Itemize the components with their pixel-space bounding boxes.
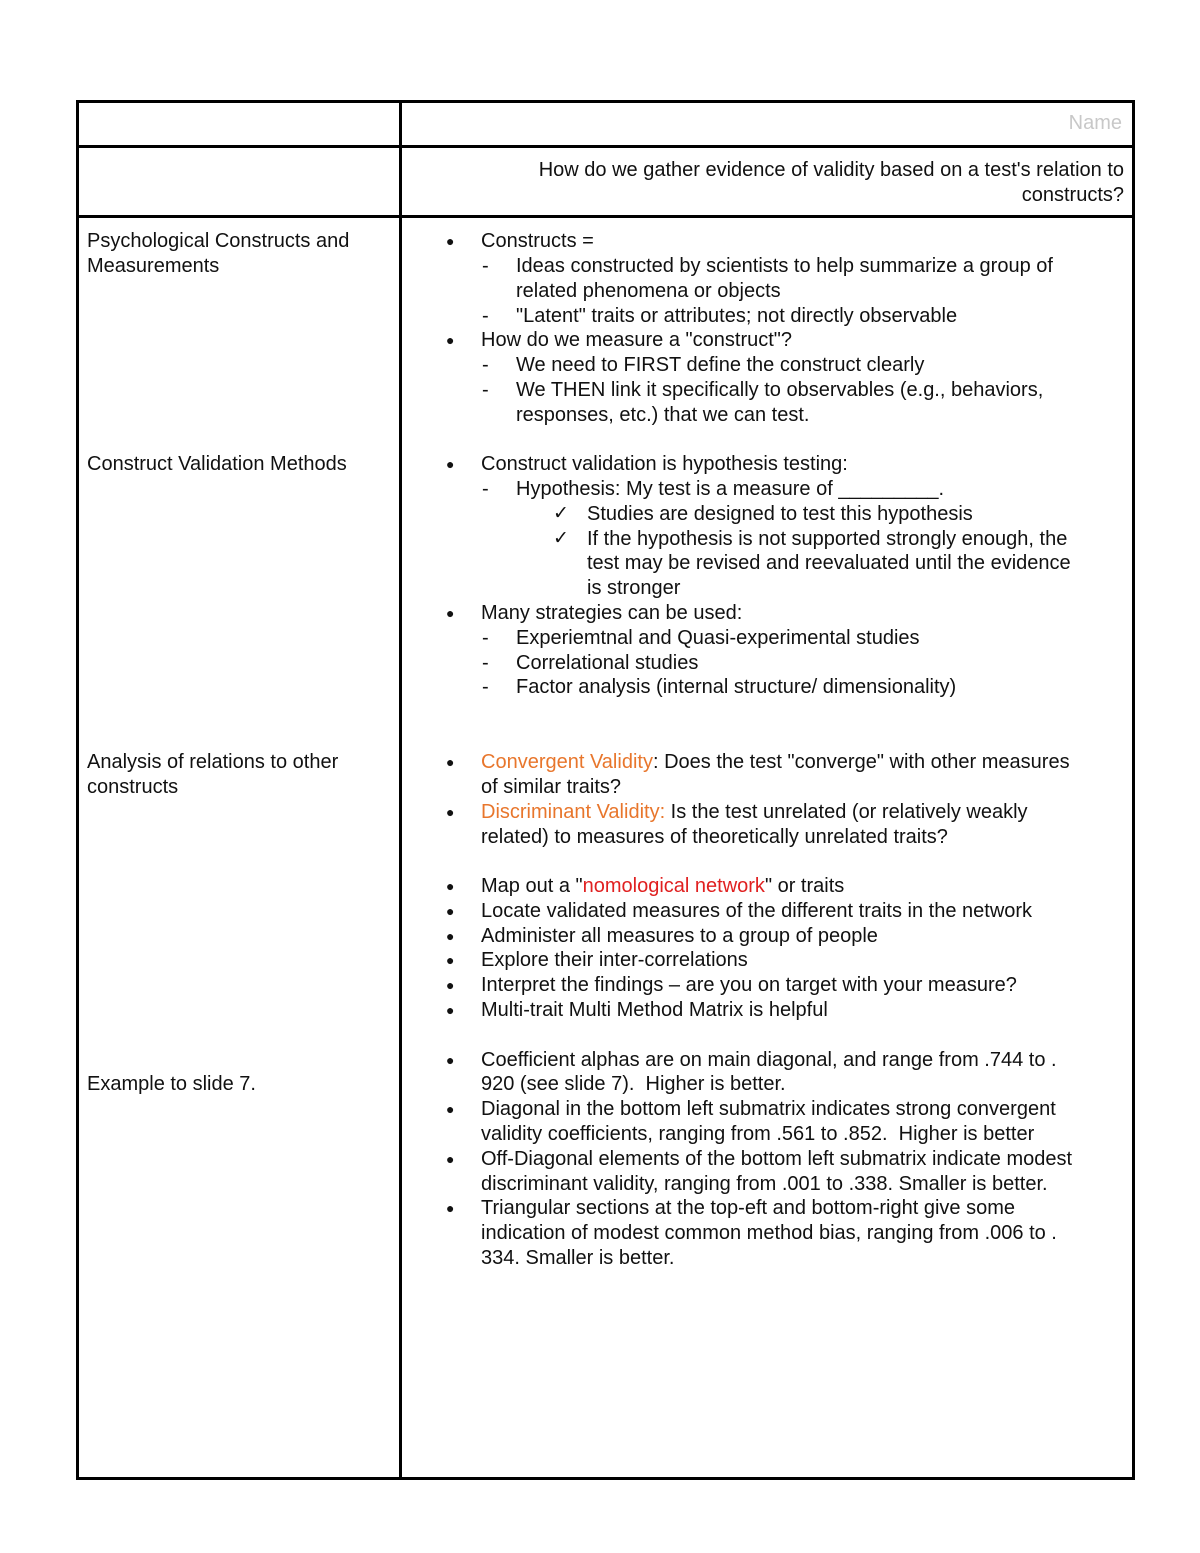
list-item: We need to FIRST define the construct clearly (516, 354, 925, 376)
list-item: Coefficient alphas are on main diagonal, and range from .744 to . (481, 1049, 1057, 1071)
cue-validation-methods: Construct Validation Methods (87, 453, 347, 475)
bullet-icon: ● (446, 977, 455, 993)
bullet-icon: ● (446, 1200, 455, 1216)
bullet-icon: ● (446, 903, 455, 919)
row-divider-1 (76, 145, 1135, 148)
cue-psych-line-2: Measurements (87, 255, 220, 277)
list-item: indication of modest common method bias, ranging from .006 to . (481, 1222, 1057, 1244)
bullet-icon: ● (446, 804, 455, 820)
list-item: Diagonal in the bottom left submatrix indicates strong convergent (481, 1098, 1056, 1120)
list-item: is stronger (587, 577, 681, 599)
checkmark-icon: ✓ (553, 528, 569, 549)
bullet-icon: ● (446, 928, 455, 944)
bullet-icon: ● (446, 332, 455, 348)
list-item: Many strategies can be used: (481, 602, 743, 624)
list-item: Off-Diagonal elements of the bottom left submatrix indicate modest (481, 1148, 1073, 1170)
cue-example-slide: Example to slide 7. (87, 1073, 256, 1095)
list-item: Construct validation is hypothesis testing: (481, 453, 848, 475)
list-item: Experiemtnal and Quasi-experimental studies (516, 627, 920, 649)
dash-icon: - (482, 478, 489, 500)
checkmark-icon: ✓ (553, 503, 569, 524)
list-item: responses, etc.) that we can test. (516, 404, 810, 426)
dash-icon: - (482, 305, 489, 327)
list-item: Multi-trait Multi Method Matrix is helpful (481, 999, 828, 1021)
convergent-validity-term: Convergent Validity (481, 751, 653, 773)
bullet-icon: ● (446, 456, 455, 472)
list-item: related phenomena or objects (516, 280, 781, 302)
bullet-icon: ● (446, 1101, 455, 1117)
list-item: Ideas constructed by scientists to help summarize a group of (516, 255, 1053, 277)
cue-analysis-relations (87, 750, 387, 800)
list-item (481, 800, 1028, 825)
list-item: We THEN link it specifically to observables (e.g., behaviors, (516, 379, 1044, 401)
cue-analysis-line-2: constructs (87, 776, 179, 798)
cue-analysis-line-1: Analysis of relations to other (87, 751, 339, 773)
cue-psych-constructs (87, 229, 387, 279)
dash-icon: - (482, 676, 489, 698)
page-question (470, 158, 1124, 207)
list-item: Locate validated measures of the different traits in the network (481, 900, 1033, 922)
list-item: of similar traits? (481, 776, 622, 798)
list-item: Explore their inter-correlations (481, 949, 748, 971)
bullet-icon: ● (446, 952, 455, 968)
nomological-network-term: nomological network (582, 875, 765, 897)
list-item: Correlational studies (516, 652, 699, 674)
list-item: Constructs = (481, 230, 594, 252)
list-item (481, 750, 1070, 775)
convergent-validity-text: : Does the test "converge" with other measures (652, 751, 1070, 773)
cue-psych-line-1: Psychological Constructs and (87, 230, 350, 252)
list-item: related) to measures of theoretically unrelated traits? (481, 826, 948, 848)
bullet-icon: ● (446, 1151, 455, 1167)
bullet-icon: ● (446, 1002, 455, 1018)
bullet-icon: ● (446, 233, 455, 249)
dash-icon: - (482, 354, 489, 376)
question-line-2: constructs? (1021, 183, 1124, 206)
list-item: How do we measure a "construct"? (481, 329, 793, 351)
dash-icon: - (482, 652, 489, 674)
list-item: Studies are designed to test this hypothesis (587, 503, 973, 525)
name-field[interactable]: Name (1068, 112, 1122, 134)
list-item: Triangular sections at the top-eft and bottom-right give some (481, 1197, 1015, 1219)
question-line-1: How do we gather evidence of validity based on a test's relation to (538, 159, 1124, 181)
column-divider (399, 100, 402, 1480)
row-divider-2 (76, 215, 1135, 218)
bullet-icon: ● (446, 1052, 455, 1068)
list-item: Interpret the findings – are you on target with your measure? (481, 974, 1017, 996)
list-item: If the hypothesis is not supported strongly enough, the (587, 528, 1068, 550)
list-item: Factor analysis (internal structure/ dimensionality) (516, 676, 957, 698)
map-text: Map out a " (481, 875, 583, 897)
list-item: test may be revised and reevaluated until the evidence (587, 552, 1071, 574)
discriminant-validity-term: Discriminant Validity: (481, 801, 666, 823)
map-text-end: " or traits (764, 875, 845, 897)
bullet-icon: ● (446, 605, 455, 621)
list-item: Hypothesis: My test is a measure of _________. (516, 478, 945, 500)
list-item: 920 (see slide 7). Higher is better. (481, 1073, 786, 1095)
list-item: validity coefficients, ranging from .561 to .852. Higher is better (481, 1123, 1035, 1145)
list-item: 334. Smaller is better. (481, 1247, 675, 1269)
list-item (481, 874, 844, 899)
bullet-icon: ● (446, 754, 455, 770)
bullet-icon: ● (446, 878, 455, 894)
list-item: Administer all measures to a group of people (481, 925, 878, 947)
discriminant-validity-text: Is the test unrelated (or relatively weakly (665, 801, 1028, 823)
dash-icon: - (482, 627, 489, 649)
dash-icon: - (482, 255, 489, 277)
list-item: discriminant validity, ranging from .001 to .338. Smaller is better. (481, 1173, 1048, 1195)
dash-icon: - (482, 379, 489, 401)
list-item: "Latent" traits or attributes; not directly observable (516, 305, 958, 327)
